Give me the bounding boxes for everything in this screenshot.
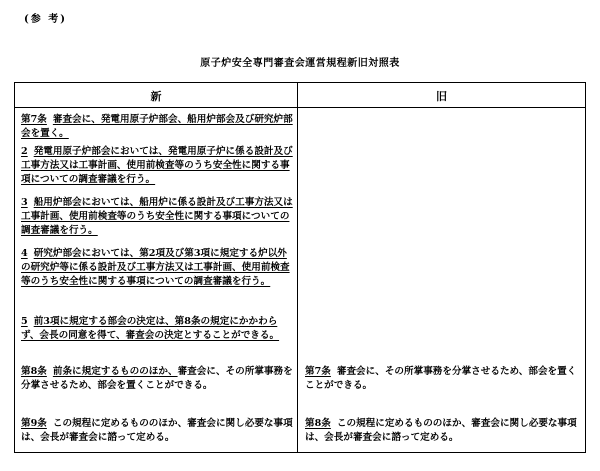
old-article-7 [305,365,579,393]
header-divider [15,107,585,108]
article-label: 第7条 [21,114,47,125]
article-text: この規程に定めるもののほか、審査会に関し必要な事項は、会長が審査会に諮って定める。 [305,418,577,443]
article-text-added: 前条に規定するもののほか、 [52,366,178,377]
new-article-7-para-4 [21,247,293,289]
old-article-8 [305,417,579,445]
paragraph-text: 研究炉部会においては、第2項及び第3項に規定する炉以外の研究炉等に係る設計及び工事方法又は工事計画、使用前検査等のうち安全性に関する事項についての調査審議を行う。 [21,248,290,287]
new-article-9 [21,417,293,445]
paragraph-text: 船用炉部会においては、船用炉に係る設計及び工事方法又は工事計画、使用前検査等のうち安全性に関する事項についての調査審議を行う。 [21,197,293,236]
new-article-7-para-5 [21,315,293,343]
article-label: 第9条 [21,418,47,429]
header-new: 新 [150,90,162,103]
paragraph-text: 発電用原子炉部会においては、発電用原子炉に係る設計及び工事方法又は工事計画、使用前検査等のうち安全性に関する事項についての調査審議を行う。 [21,146,293,185]
article-text: 審査会に、その所掌事務を分掌させるため、部会を置くことができる。 [21,366,293,391]
paragraph-label: 3 [21,197,28,208]
new-article-7-para-3 [21,196,293,238]
comparison-table [14,82,586,453]
article-text: この規程に定めるもののほか、審査会に関し必要な事項は、会長が審査会に諮って定める。 [21,418,293,443]
new-article-7-para-2 [21,145,293,187]
paragraph-label: 2 [21,146,28,157]
new-article-8 [21,365,293,393]
header-old: 旧 [436,90,447,103]
column-divider [297,83,298,452]
article-label: 第8条 [21,366,47,377]
new-article-7 [21,113,293,141]
article-text: 審査会に、その所掌事務を分掌させるため、部会を置くことができる。 [305,366,577,391]
article-label: 第8条 [305,418,331,429]
paragraph-label: 4 [21,248,28,259]
reference-label: (参 考) [24,14,67,25]
paragraph-label: 5 [21,316,28,327]
article-text: 審査会に、発電用原子炉部会、船用炉部会及び研究炉部会を置く。 [21,114,293,139]
page-title: 原子炉安全専門審査会運営規程新旧対照表 [200,58,400,69]
paragraph-text: 前3項に規定する部会の決定は、第8条の規定にかかわらず、会長の同意を得て、審査会の決定とすることができる。 [21,316,280,341]
article-label: 第7条 [305,366,331,377]
